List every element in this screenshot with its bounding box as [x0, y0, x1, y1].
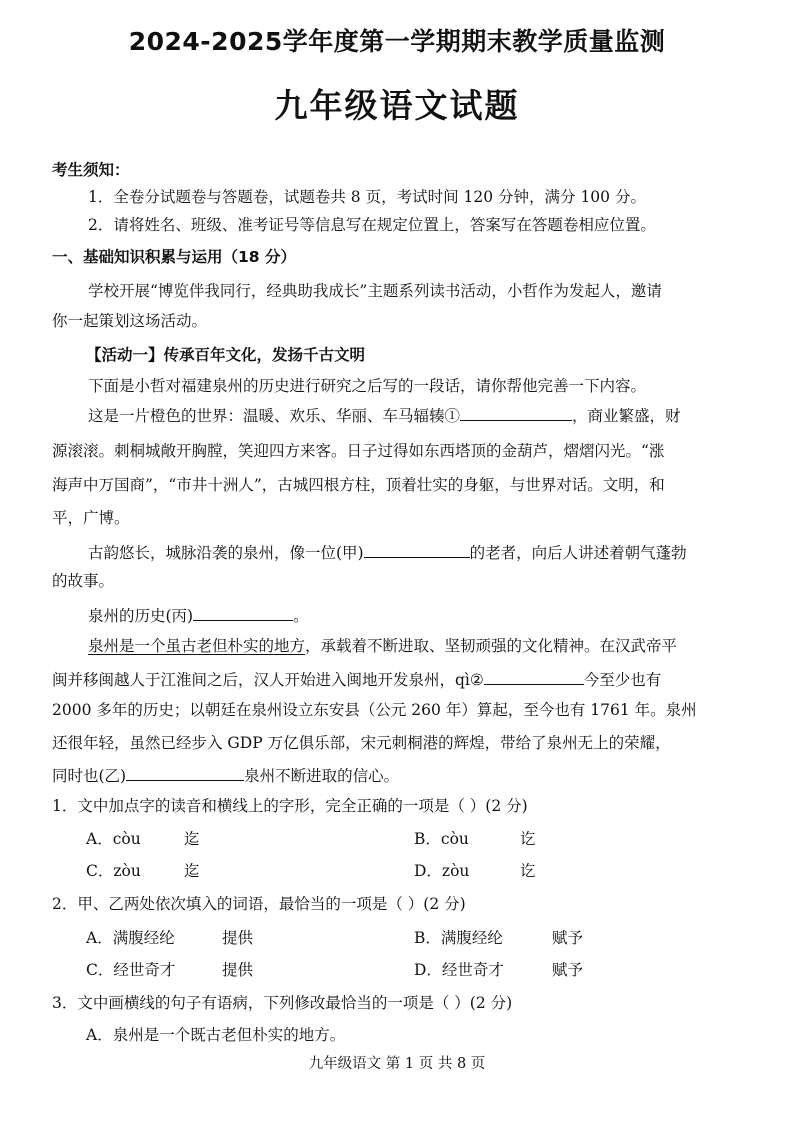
q1-option-b-char: 讫 [520, 830, 536, 848]
q1-option-a[interactable] [86, 829, 141, 849]
exam-title: 2024-2025学年度第一学期期末教学质量监测 [128, 27, 666, 56]
page-footer: 九年级语文 第 1 页 共 8 页 [308, 1056, 486, 1072]
passage-text: 今至少也有 [583, 671, 662, 689]
passage-p2-line2: 的故事。 [52, 572, 115, 590]
option-label: C．zòu [86, 862, 141, 880]
exam-subtitle: 九年级语文试题 [274, 86, 520, 125]
passage-p4-line2 [52, 668, 661, 690]
passage-p4-line1 [88, 636, 677, 656]
option-label: D．zòu [414, 862, 470, 880]
answer-blank-yi[interactable] [126, 764, 244, 781]
notice-heading: 考生须知： [52, 161, 130, 179]
answer-blank-1[interactable] [460, 404, 572, 421]
q1-option-c-char: 迄 [184, 862, 200, 880]
option-label: B．满腹经纶 [414, 929, 503, 947]
notice-item-2: 2．请将姓名、班级、准考证号等信息写在规定位置上，答案写在答题卷相应位置。 [88, 216, 656, 234]
q2-option-d-word: 赋予 [552, 961, 584, 979]
q2-option-c[interactable] [86, 960, 175, 980]
answer-blank-2[interactable] [484, 668, 584, 685]
passage-p1-line3: 海声中万国商”，“市井十洲人”，古城四根方柱，顶着壮实的身躯，与世界对话。文明，和 [52, 476, 665, 494]
passage-text: 同时也(乙) [52, 767, 127, 785]
q1-option-c[interactable] [86, 861, 141, 881]
answer-blank-jia[interactable] [364, 541, 470, 558]
passage-text: 这是一片橙色的世界：温暖、欢乐、华丽、车马辐辏① [88, 407, 461, 425]
passage-p4-line5 [52, 764, 399, 786]
option-label: C．经世奇才 [86, 961, 176, 979]
q2-option-d[interactable] [414, 960, 504, 980]
intro-line-2: 你一起策划这场活动。 [52, 312, 208, 330]
passage-text: 泉州的历史(丙) [88, 607, 194, 625]
q2-option-a[interactable] [86, 928, 175, 948]
passage-text: 泉州不断进取的信心。 [244, 767, 400, 785]
section-heading: 一、基础知识积累与运用（18 分） [52, 248, 296, 266]
passage-p2-line1 [88, 541, 687, 563]
option-label: A．满腹经纶 [86, 929, 175, 947]
option-label: B．còu [414, 830, 469, 848]
passage-p1-line1 [88, 404, 681, 426]
passage-text: 古韵悠长，城脉沿袭的泉州，像一位(甲) [88, 544, 364, 562]
option-label: D．经世奇才 [414, 961, 504, 979]
q2-option-c-word: 提供 [222, 961, 254, 979]
passage-text: 的老者，向后人讲述着朝气蓬勃 [469, 544, 687, 562]
intro-line-1: 学校开展“博览伴我同行，经典助我成长”主题系列读书活动，小哲作为发起人，邀请 [88, 282, 662, 300]
question-2-stem: 2．甲、乙两处依次填入的词语，最恰当的一项是（ ）(2 分) [52, 895, 466, 913]
q1-option-b[interactable] [414, 829, 469, 849]
passage-text: ，商业繁盛，财 [572, 407, 681, 425]
passage-text: 。 [293, 607, 309, 625]
passage-text: 闽并移闽越人于江淮间之后，汉人开始进入闽地开发泉州，qì② [52, 671, 484, 689]
option-label: A．còu [86, 830, 141, 848]
q2-option-a-word: 提供 [222, 929, 254, 947]
q1-option-d-char: 讫 [520, 862, 536, 880]
activity-heading: 【活动一】传承百年文化，发扬千古文明 [86, 346, 366, 364]
q3-option-a[interactable]: A．泉州是一个既古老但朴实的地方。 [86, 1026, 346, 1044]
passage-p3 [88, 604, 309, 626]
passage-p1-line2: 源滚滚。刺桐城敞开胸膛，笑迎四方来客。日子过得如东西塔顶的金葫芦，熠熠闪光。“涨 [52, 442, 665, 460]
q1-option-a-char: 迄 [184, 830, 200, 848]
passage-p4-line3: 2000 多年的历史；以朝廷在泉州设立东安县（公元 260 年）算起，至今也有 1761 年。泉州 [52, 701, 697, 719]
passage-p4-line4: 还很年轻，虽然已经步入 GDP 万亿俱乐部，宋元刺桐港的辉煌，带给了泉州无上的荣耀， [52, 734, 671, 752]
passage-p1-line4: 平，广博。 [52, 509, 130, 527]
q1-option-d[interactable] [414, 861, 469, 881]
underlined-sentence: 泉州是一个虽古老但朴实的地方 [88, 637, 306, 655]
q2-option-b-word: 赋予 [552, 929, 584, 947]
passage-intro: 下面是小哲对福建泉州的历史进行研究之后写的一段话，请你帮他完善一下内容。 [88, 377, 647, 395]
question-3-stem: 3．文中画横线的句子有语病，下列修改最恰当的一项是（ ）(2 分) [52, 994, 513, 1012]
passage-text: ，承载着不断进取、坚韧顽强的文化精神。在汉武帝平 [305, 637, 678, 655]
q2-option-b[interactable] [414, 928, 503, 948]
question-1-stem: 1．文中加点字的读音和横线上的字形，完全正确的一项是（ ）(2 分) [52, 797, 528, 815]
answer-blank-bing[interactable] [193, 604, 293, 621]
notice-item-1: 1．全卷分试题卷与答题卷，试题卷共 8 页，考试时间 120 分钟，满分 100 分。 [88, 188, 646, 206]
